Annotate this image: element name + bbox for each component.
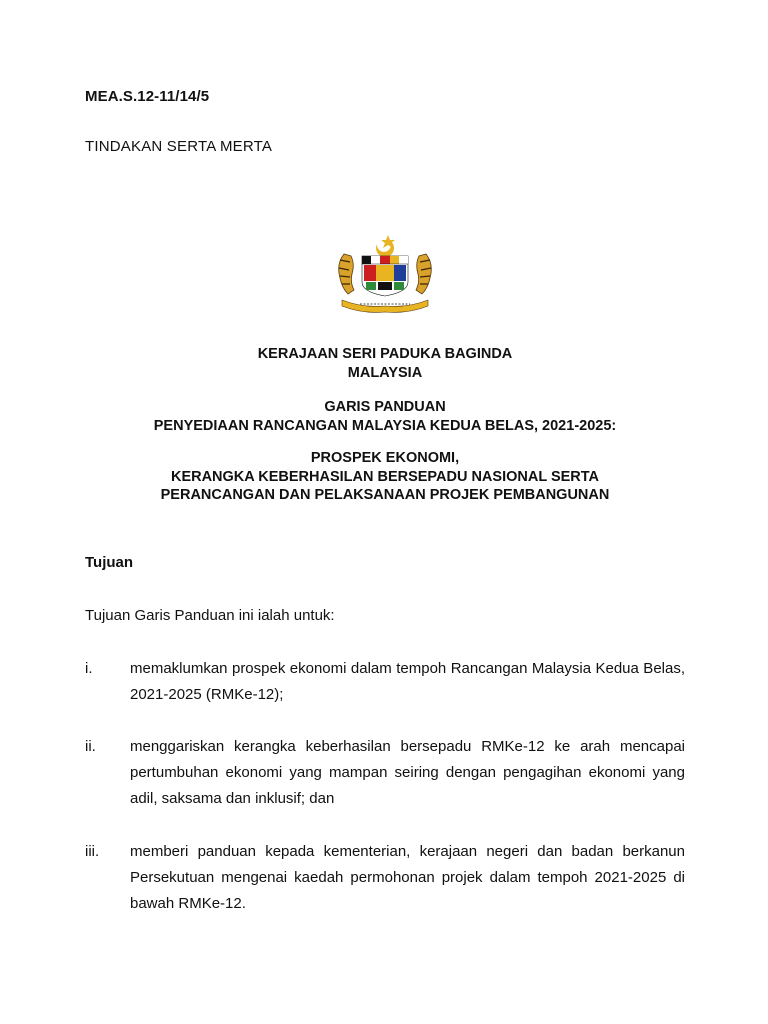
list-item-text: memaklumkan prospek ekonomi dalam tempoh Rancangan Malaysia Kedua Belas, 2021-2025 (RMKe-12); [130,660,685,703]
coat-of-arms-icon [330,234,440,314]
urgency-label: TINDAKAN SERTA MERTA [85,138,273,155]
list-item [85,656,685,708]
list-item-text: menggariskan kerangka keberhasilan bersepadu RMKe-12 ke arah mencapai pertumbuhan ekonomi yang mampan seiring dengan pengagihan ekonomi yang adil, saksama dan inklusif; dan [130,738,685,807]
list-item-text: memberi panduan kepada kementerian, kerajaan negeri dan badan berkanun Persekutuan mengenai kaedah permohonan projek dalam tempoh 2021-2025 di bawah RMKe-12. [130,843,685,912]
government-heading [85,345,685,382]
reference-number: MEA.S.12-11/14/5 [85,88,210,105]
list-item [85,839,685,917]
topic-heading [85,449,685,505]
heading-line-framework: KERANGKA KEBERHASILAN BERSEPADU NASIONAL SERTA [170,468,600,485]
heading-line-plan: PENYEDIAAN RANCANGAN MALAYSIA KEDUA BELAS, 2021-2025: [153,417,617,434]
list-item-number: iii. [85,843,100,860]
heading-line-planning: PERANCANGAN DAN PELAKSANAAN PROJEK PEMBANGUNAN [160,487,610,503]
heading-line-government: KERAJAAN SERI PADUKA BAGINDA [257,346,513,362]
list-item-number: i. [85,660,93,677]
heading-line-country: MALAYSIA [347,364,423,381]
heading-line-guideline: GARIS PANDUAN [324,399,446,415]
list-item [85,734,685,812]
guideline-heading [85,398,685,435]
section-intro: Tujuan Garis Panduan ini ialah untuk: [85,607,335,624]
heading-line-prospect: PROSPEK EKONOMI, [310,450,460,466]
section-title: Tujuan [85,554,134,571]
list-item-number: ii. [85,738,96,755]
